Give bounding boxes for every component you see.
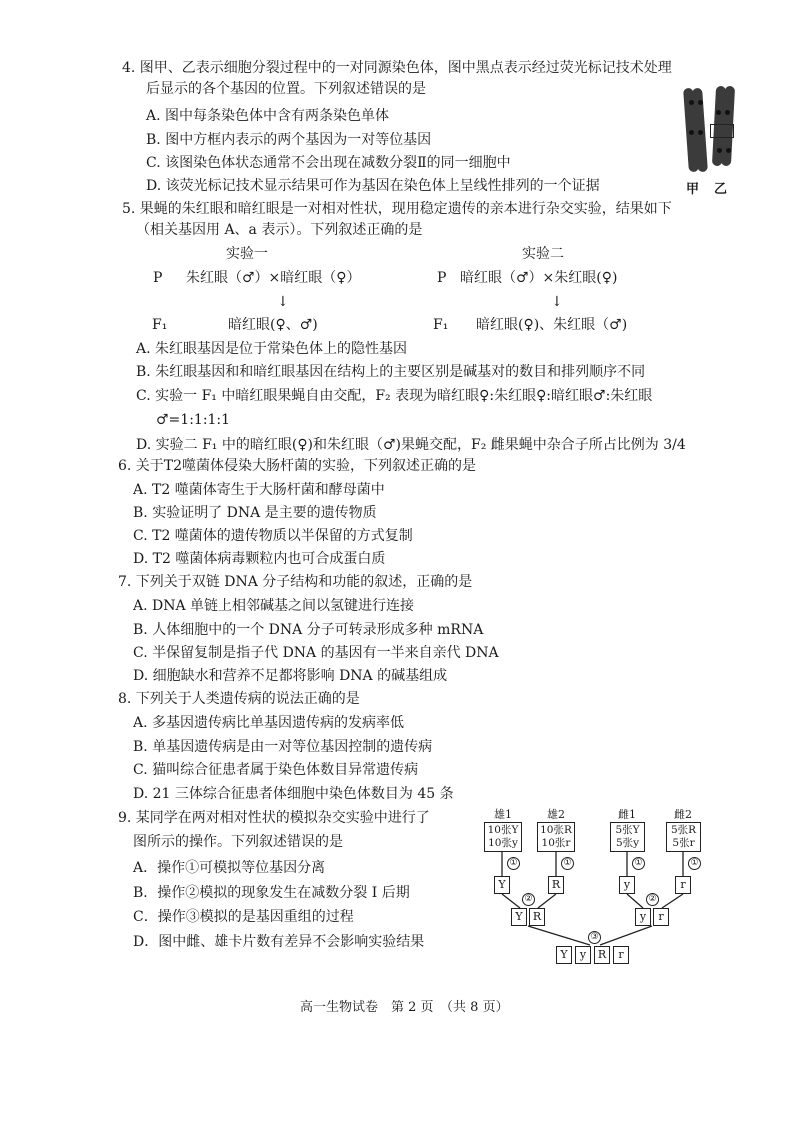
q6-option-c: C. T2 噬菌体的遗传物质以半保留的方式复制	[133, 528, 413, 544]
drawn-card-male1: Y	[494, 876, 510, 894]
q5-option-c-line2: ♂=1:1:1:1	[156, 412, 231, 428]
q5-experiment1-parents: 朱红眼（♂）×暗红眼（♀）	[186, 270, 361, 286]
q7-option-a: A. DNA 单链上相邻碱基之间以氢键进行连接	[133, 598, 415, 614]
q5-p-label-1: P	[153, 270, 163, 286]
step1-marker: ①	[507, 857, 520, 870]
q5-experiment1-f1: 暗红眼(♀、♂)	[228, 317, 318, 333]
container-female1-line2: 5张y	[615, 837, 640, 849]
container-label-female1: 雌1	[618, 808, 636, 821]
q8-option-d: D. 21 三体综合征患者体细胞中染色体数目为 45 条	[133, 786, 454, 802]
label-jia: 甲	[686, 182, 700, 197]
container-female2-line2: 5张r	[672, 837, 695, 849]
q7-option-c: C. 半保留复制是指子代 DNA 的基因有一半来自亲代 DNA	[133, 645, 499, 661]
step1-marker: ①	[561, 857, 574, 870]
q6-option-b: B. 实验证明了 DNA 是主要的遗传物质	[133, 505, 377, 521]
drawn-card-male2: R	[548, 876, 564, 894]
combo-female-card: r	[653, 908, 669, 926]
q5-f1-label-2: F₁	[433, 317, 449, 333]
q9-option-a: A．操作①可模拟等位基因分离	[133, 860, 326, 876]
q5-stem-line2: （相关基因用 A、a 表示）。下列叙述正确的是	[136, 222, 423, 238]
container-female2	[666, 822, 701, 852]
container-female1	[610, 822, 645, 852]
final-card: Y	[556, 946, 572, 964]
container-label-female2: 雌2	[674, 808, 692, 821]
q5-arrow-1: ↓	[277, 294, 289, 310]
q8-option-a: A. 多基因遗传病比单基因遗传病的发病率低	[133, 715, 405, 731]
q7-option-d: D. 细胞缺水和营养不足都将影响 DNA 的碱基组成	[133, 668, 448, 684]
q9-stem-line2: 图所示的操作。下列叙述错误的是	[133, 834, 343, 850]
q4-option-d: D. 该荧光标记技术显示结果可作为基因在染色体上呈线性排列的一个证据	[146, 178, 600, 194]
q5-experiment2-f1: 暗红眼(♀)、朱红眼（♂)	[476, 317, 628, 333]
q9-stem-line1: 9. 某同学在两对相对性状的模拟杂交实验中进行了	[118, 810, 430, 826]
q8-option-b: B. 单基因遗传病是由一对等位基因控制的遗传病	[133, 739, 433, 755]
q6-stem: 6. 关于T2噬菌体侵染大肠杆菌的实验，下列叙述正确的是	[118, 458, 477, 474]
container-male1	[484, 822, 522, 852]
q5-option-d: D. 实验二 F₁ 中的暗红眼(♀)和朱红眼（♂)果蝇交配，F₂ 雌果蝇中杂合子所占比例为 3/4	[136, 437, 686, 453]
q5-option-b: B. 朱红眼基因和和暗红眼基因在结构上的主要区别是碱基对的数目和排列顺序不同	[136, 364, 646, 380]
container-label-male2: 雄2	[547, 808, 565, 821]
page-footer: 高一生物试卷 第 2 页 （共 8 页）	[300, 1000, 509, 1015]
q7-stem: 7. 下列关于双链 DNA 分子结构和功能的叙述，正确的是	[118, 574, 473, 590]
q9-option-b: B．操作②模拟的现象发生在减数分裂 I 后期	[133, 885, 410, 901]
q7-option-b: B. 人体细胞中的一个 DNA 分子可转录形成多种 mRNA	[133, 622, 484, 638]
q9-option-c: C．操作③模拟的是基因重组的过程	[133, 909, 354, 925]
container-female2-line1: 5张R	[670, 824, 697, 836]
step2-marker: ②	[646, 893, 659, 906]
q4-stem-line1: 4. 图甲、乙表示细胞分裂过程中的一对同源染色体，图中黑点表示经过荧光标记技术处理	[122, 60, 672, 76]
q5-experiment1-title: 实验一	[226, 246, 268, 262]
q8-option-c: C. 猫叫综合征患者属于染色体数目异常遗传病	[133, 762, 419, 778]
step2-marker: ②	[522, 893, 535, 906]
final-card: R	[594, 946, 610, 964]
q4-option-c: C. 该图染色体状态通常不会出现在减数分裂Ⅱ的同一细胞中	[146, 155, 511, 171]
combo-male-card: Y	[511, 908, 527, 926]
q5-stem-line1: 5. 果蝇的朱红眼和暗红眼是一对相对性状，现用稳定遗传的亲本进行杂交实验，结果如下	[122, 201, 672, 217]
final-card: y	[575, 946, 591, 964]
container-male1-line2: 10张y	[488, 837, 518, 849]
q5-arrow-2: ↓	[551, 294, 563, 310]
q4-option-b: B. 图中方框内表示的两个基因为一对等位基因	[146, 132, 432, 148]
step3-marker: ③	[588, 931, 601, 944]
q8-stem: 8. 下列关于人类遗传病的说法正确的是	[118, 691, 360, 707]
q5-f1-label-1: F₁	[152, 317, 168, 333]
container-female1-line1: 5张Y	[615, 824, 640, 836]
drawn-card-female2: r	[675, 876, 691, 894]
q5-option-a: A. 朱红眼基因是位于常染色体上的隐性基因	[136, 341, 408, 357]
q6-option-a: A. T2 噬菌体寄生于大肠杆菌和酵母菌中	[133, 482, 385, 498]
q5-option-c-line1: C. 实验一 F₁ 中暗红眼果蝇自由交配，F₂ 表现为暗红眼♀:朱红眼♀:暗红眼♂:朱红眼	[136, 388, 653, 404]
container-male1-line1: 10张Y	[487, 824, 519, 836]
q5-experiment2-title: 实验二	[522, 246, 564, 262]
step1-marker: ①	[632, 857, 645, 870]
combo-female-card: y	[635, 908, 651, 926]
final-card: r	[613, 946, 629, 964]
step1-marker: ①	[688, 857, 701, 870]
label-yi: 乙	[714, 182, 728, 197]
q9-option-d: D．图中雌、雄卡片数有差异不会影响实验结果	[133, 934, 425, 950]
container-label-male1: 雄1	[494, 808, 512, 821]
container-male2	[537, 822, 575, 852]
q5-p-label-2: P	[437, 270, 447, 286]
combo-male-card: R	[529, 908, 545, 926]
q5-experiment2-parents: 暗红眼（♂）×朱红眼(♀)	[460, 270, 618, 286]
q4-option-a: A. 图中每条染色体中含有两条染色单体	[146, 108, 390, 124]
drawn-card-female1: y	[619, 876, 635, 894]
container-male2-line2: 10张r	[541, 837, 571, 849]
q6-option-d: D. T2 噬菌体病毒颗粒内也可合成蛋白质	[133, 551, 386, 567]
q4-stem-line2: 后显示的各个基因的位置。下列叙述错误的是	[146, 81, 426, 97]
container-male2-line1: 10张R	[540, 824, 572, 836]
